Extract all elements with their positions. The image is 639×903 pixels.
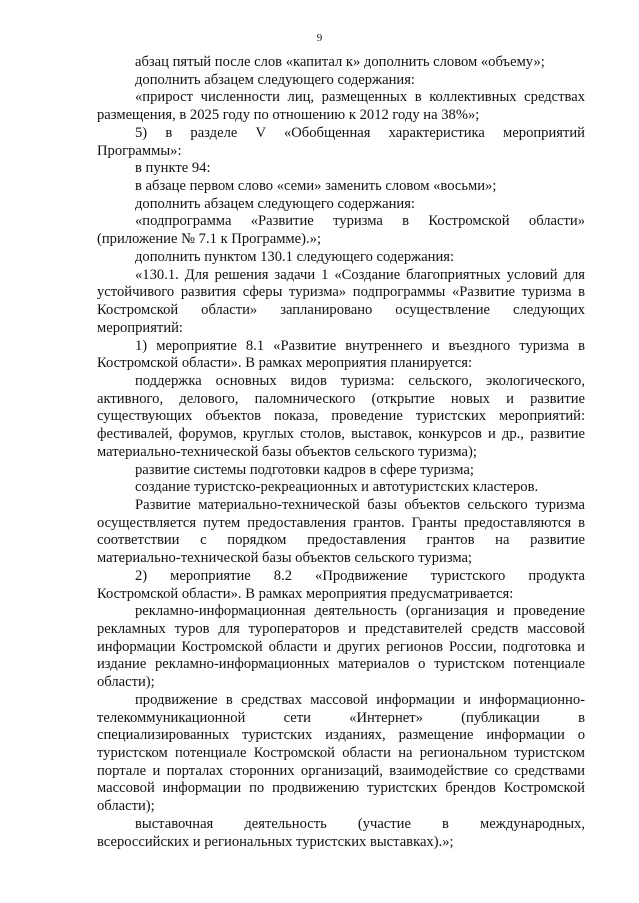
- paragraph: [97, 692, 585, 816]
- text-line: 2) мероприятие 8.2 «Продвижение туристского продукта: [135, 567, 585, 584]
- text-line: существующих объектов показа, проведение туристских мероприятий:: [97, 408, 585, 425]
- text-line: абзац пятый после слов «капитал к» дополнить словом «объему»;: [135, 54, 545, 70]
- text-line: фестивалей, форумов, круглых столов, выставок, конкурсов и др., развитие: [97, 426, 585, 443]
- text-line: соответствии с порядком предоставления грантов на развитие: [97, 532, 585, 549]
- text-line: размещения, в 2025 году по отношению к 2012 году на 38%»;: [97, 107, 480, 124]
- text-line: материально-технической базы объектов сельского туризма;: [97, 550, 473, 567]
- paragraph: [97, 249, 585, 267]
- paragraph: [97, 816, 585, 851]
- text-line: Развитие материально-технической базы объектов сельского туризма: [135, 496, 585, 513]
- text-line: Костромской области». В рамках мероприятия планируется:: [97, 355, 473, 372]
- text-line: дополнить абзацем следующего содержания:: [135, 195, 415, 212]
- text-line: Костромской области» запланировано осуществление следующих: [97, 302, 585, 319]
- text-line: дополнить пунктом 130.1 следующего содержания:: [135, 248, 455, 265]
- text-line: области);: [97, 798, 155, 815]
- text-line: специализированных туристских изданиях, размещение информации о: [97, 727, 585, 744]
- paragraph: [97, 160, 585, 178]
- text-line: поддержка основных видов туризма: сельского, экологического,: [135, 372, 585, 389]
- text-line: устойчивого развития сферы туризма» подпрограммы «Развитие туризма в: [97, 284, 585, 301]
- paragraph: [97, 603, 585, 692]
- text-line: телекоммуникационной сети «Интернет» (публикации в: [97, 709, 585, 726]
- paragraph: [97, 89, 585, 124]
- text-line: дополнить абзацем следующего содержания:: [135, 71, 415, 88]
- text-line: «подпрограмма «Развитие туризма в Костромской области»: [135, 213, 585, 230]
- text-line: в пункте 94:: [135, 160, 211, 177]
- text-line: рекламных туров для туроператоров и представителей средств массовой: [97, 621, 585, 637]
- paragraph: [97, 54, 585, 72]
- paragraph: [97, 178, 585, 196]
- paragraph: [97, 125, 585, 160]
- text-line: издание рекламно-информационных материалов о туристском потенциале: [97, 656, 585, 673]
- text-line: Костромской области». В рамках мероприятия предусматривается:: [97, 585, 514, 602]
- paragraph: [97, 72, 585, 90]
- text-line: 1) мероприятие 8.1 «Развитие внутреннего и въездного туризма в: [135, 337, 585, 354]
- paragraph: [97, 462, 585, 480]
- text-line: создание туристско-рекреационных и автотуристских кластеров.: [135, 479, 539, 496]
- paragraph: [97, 568, 585, 603]
- text-line: 5) в разделе V «Обобщенная характеристика мероприятий: [135, 124, 585, 141]
- text-line: информации Костромской области и других регионов России, подготовка и: [97, 638, 585, 655]
- paragraph: [97, 338, 585, 373]
- paragraph: [97, 373, 585, 462]
- text-line: в абзаце первом слово «семи» заменить словом «восьми»;: [135, 178, 497, 195]
- paragraph: [97, 196, 585, 214]
- paragraph: [97, 213, 585, 248]
- text-line: массовой информации по продвижению туристских брендов Костромской: [97, 780, 585, 797]
- text-line: области);: [97, 674, 155, 691]
- text-line: осуществляется путем предоставления грантов. Гранты предоставляются в: [97, 514, 585, 531]
- text-line: (приложение № 7.1 к Программе).»;: [97, 231, 322, 248]
- paragraph: [97, 497, 585, 568]
- text-line: развитие системы подготовки кадров в сфере туризма;: [135, 461, 474, 478]
- text-line: туристском потенциале Костромской области на региональном туристском: [97, 745, 585, 762]
- text-line: всероссийских и региональных туристских выставках).»;: [97, 833, 454, 850]
- text-line: портале и порталах сторонних организаций, взаимодействие со средствами: [97, 762, 585, 779]
- document-body: [97, 54, 585, 851]
- page-number: 9: [316, 32, 323, 44]
- text-line: Программы»:: [97, 142, 182, 159]
- text-line: активного, делового, паломнического (открытие новых и развитие: [97, 390, 585, 407]
- text-line: выставочная деятельность (участие в международных,: [135, 815, 585, 832]
- paragraph: [97, 479, 585, 497]
- text-line: рекламно-информационная деятельность (организация и проведение: [135, 603, 585, 620]
- text-line: «прирост численности лиц, размещенных в коллективных средствах: [135, 89, 585, 106]
- text-line: «130.1. Для решения задачи 1 «Создание благоприятных условий для: [135, 266, 585, 283]
- text-line: продвижение в средствах массовой информации и информационно-: [135, 691, 585, 708]
- paragraph: [97, 267, 585, 338]
- text-line: мероприятий:: [97, 319, 183, 336]
- text-line: материально-технической базы объектов сельского туризма);: [97, 443, 477, 460]
